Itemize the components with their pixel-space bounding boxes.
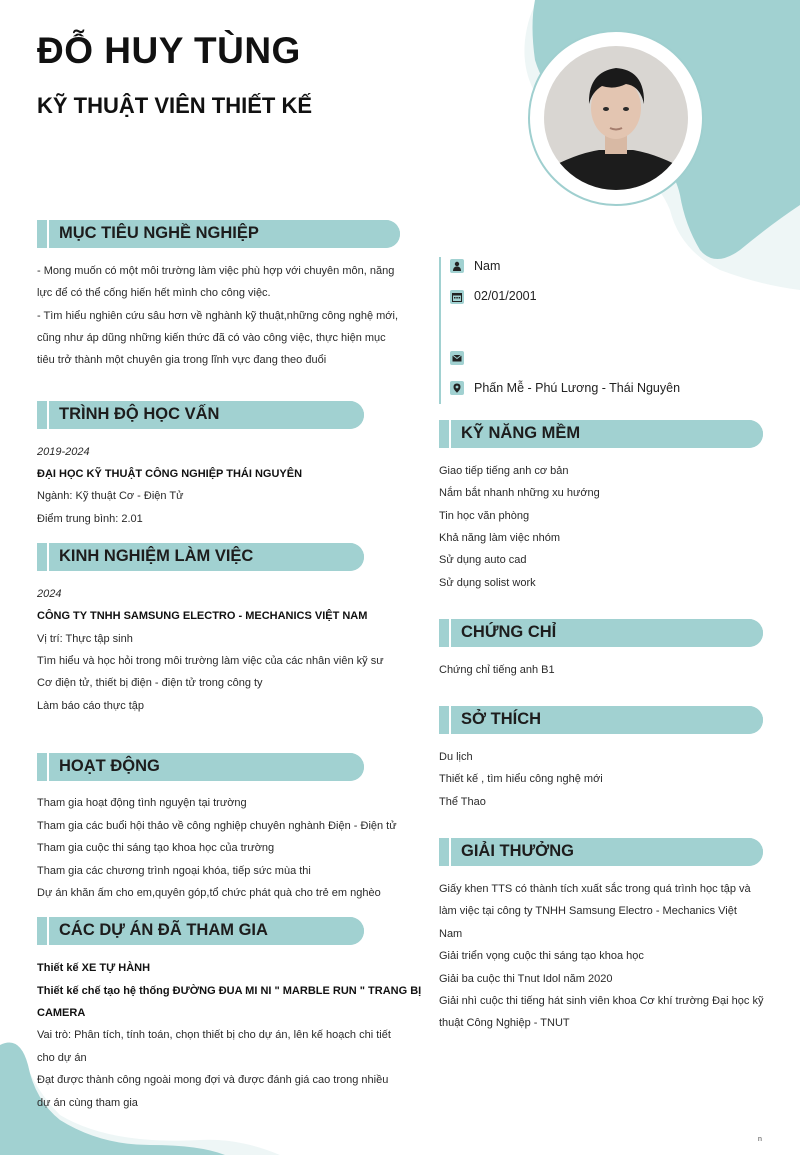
- project-text: dự án cùng tham gia: [37, 1097, 138, 1109]
- skill-item: Tin học văn phòng: [439, 510, 530, 522]
- experience-text: Vị trí: Thực tập sinh: [37, 633, 133, 645]
- objective-text: - Tìm hiểu nghiên cứu sâu hơn về nghành kỹ thuật,những công nghệ mới,: [37, 310, 399, 322]
- gender-value: Nam: [474, 259, 501, 273]
- project-title: CAMERA: [37, 1007, 86, 1019]
- projects-section-header: [37, 917, 364, 945]
- activity-item: Tham gia cuộc thi sáng tạo khoa học của trường: [37, 842, 275, 854]
- project-title: Thiết kế chế tạo hệ thống ĐƯỜNG ĐUA MI NI " MARBLE RUN " TRANG BỊ: [37, 985, 422, 997]
- objective-text: - Mong muốn có một môi trường làm việc phù hợp với chuyên môn, năng: [37, 265, 395, 277]
- contact-accent-bar: [439, 257, 441, 404]
- project-text: Vai trò: Phân tích, tính toán, chọn thiết bị cho dự án, lên kế hoạch chi tiết: [37, 1029, 391, 1041]
- experience-period: 2024: [37, 588, 62, 600]
- experience-text: Tìm hiểu và học hỏi trong môi trường làm việc của các nhân viên kỹ sư: [37, 655, 384, 667]
- experience-company: CÔNG TY TNHH SAMSUNG ELECTRO - MECHANICS VIỆT NAM: [37, 610, 368, 622]
- objective-section-header: [37, 220, 400, 248]
- award-item: Giấy khen TTS có thành tích xuất sắc trong quá trình học tập và: [439, 883, 751, 895]
- skill-item: Nắm bắt nhanh những xu hướng: [439, 487, 600, 499]
- activity-item: Tham gia các buổi hội thảo về công nghiệp chuyên nghành Điện - Điện tử: [37, 820, 397, 832]
- job-title: KỸ THUẬT VIÊN THIẾT KẾ: [37, 93, 313, 118]
- certificate-item: Chứng chỉ tiếng anh B1: [439, 664, 555, 676]
- objective-text: lực để có thể cống hiến hết mình cho công việc.: [37, 287, 271, 299]
- project-title: Thiết kế XE TỰ HÀNH: [37, 962, 151, 974]
- activity-item: Dự án khăn ấm cho em,quyên góp,tổ chức phát quà cho trẻ em nghèo: [37, 887, 381, 899]
- activity-item: Tham gia các chương trình ngoại khóa, tiếp sức mùa thi: [37, 865, 311, 877]
- email-icon: [450, 351, 464, 365]
- section-title: KỸ NĂNG MỀM: [461, 424, 581, 442]
- project-text: Đạt được thành công ngoài mong đợi và được đánh giá cao trong nhiều: [37, 1074, 389, 1086]
- awards-section-header: [439, 838, 763, 866]
- location-pin-icon: [450, 381, 464, 395]
- section-title: KINH NGHIỆM LÀM VIỆC: [59, 547, 254, 565]
- section-title: GIẢI THƯỞNG: [461, 842, 575, 860]
- skill-item: Sử dụng auto cad: [439, 554, 527, 566]
- soft-skills-section-header: [439, 420, 763, 448]
- hobby-item: Thể Thao: [439, 796, 486, 808]
- section-title: CÁC DỰ ÁN ĐÃ THAM GIA: [59, 921, 268, 939]
- skill-item: Khả năng làm việc nhóm: [439, 532, 561, 544]
- award-item: Giải ba cuộc thi Tnut Idol năm 2020: [439, 973, 613, 985]
- address-value: Phấn Mễ - Phú Lương - Thái Nguyên: [474, 381, 681, 395]
- award-item: Giải nhì cuộc thi tiếng hát sinh viên khoa Cơ khí trường Đại học kỹ: [439, 995, 764, 1007]
- birthdate-value: 02/01/2001: [474, 289, 537, 303]
- education-major: Ngành: Kỹ thuật Cơ - Điện Tử: [37, 490, 184, 502]
- award-item: thuật Công Nghiệp - TNUT: [439, 1017, 570, 1029]
- education-gpa: Điểm trung bình: 2.01: [37, 513, 143, 525]
- section-title: CHỨNG CHỈ: [461, 623, 557, 641]
- education-section-header: [37, 401, 364, 429]
- award-item: Giải triển vọng cuộc thi sáng tạo khoa học: [439, 950, 644, 962]
- award-item: làm việc tại công ty TNHH Samsung Electro - Mechanics Việt: [439, 905, 737, 917]
- education-period: 2019-2024: [37, 446, 90, 458]
- activity-item: Tham gia hoạt động tình nguyện tại trường: [37, 797, 247, 809]
- hobby-item: Thiết kế , tìm hiểu công nghệ mới: [439, 773, 603, 785]
- experience-text: Làm báo cáo thực tập: [37, 700, 145, 712]
- calendar-icon: [450, 290, 464, 304]
- certificates-section-header: [439, 619, 763, 647]
- hobbies-section-header: [439, 706, 763, 734]
- section-title: TRÌNH ĐỘ HỌC VẤN: [59, 405, 220, 423]
- page-mark: n: [758, 1136, 762, 1143]
- section-title: MỤC TIÊU NGHỀ NGHIỆP: [59, 224, 259, 242]
- skill-item: Giao tiếp tiếng anh cơ bản: [439, 465, 569, 477]
- skill-item: Sử dụng solist work: [439, 577, 536, 589]
- project-text: cho dự án: [37, 1052, 87, 1064]
- hobby-item: Du lịch: [439, 751, 473, 763]
- objective-text: cũng như áp dũng những kiến thức đã có vào công việc, thực hiện mục: [37, 332, 386, 344]
- experience-text: Cơ điện tử, thiết bị điện - điện tử trong công ty: [37, 677, 263, 689]
- section-title: HOẠT ĐỘNG: [59, 757, 160, 775]
- candidate-name: ĐỖ HUY TÙNG: [37, 30, 301, 71]
- person-icon: [450, 259, 464, 273]
- activities-section-header: [37, 753, 364, 781]
- section-title: SỞ THÍCH: [461, 710, 542, 728]
- education-school: ĐẠI HỌC KỸ THUẬT CÔNG NGHIỆP THÁI NGUYÊN: [37, 468, 303, 480]
- objective-text: tiêu trở thành một chuyên gia trong lĩnh vực đang theo đuổi: [37, 354, 327, 366]
- award-item: Nam: [439, 928, 463, 940]
- profile-photo-frame: [528, 30, 704, 206]
- profile-photo: [544, 46, 688, 190]
- experience-section-header: [37, 543, 364, 571]
